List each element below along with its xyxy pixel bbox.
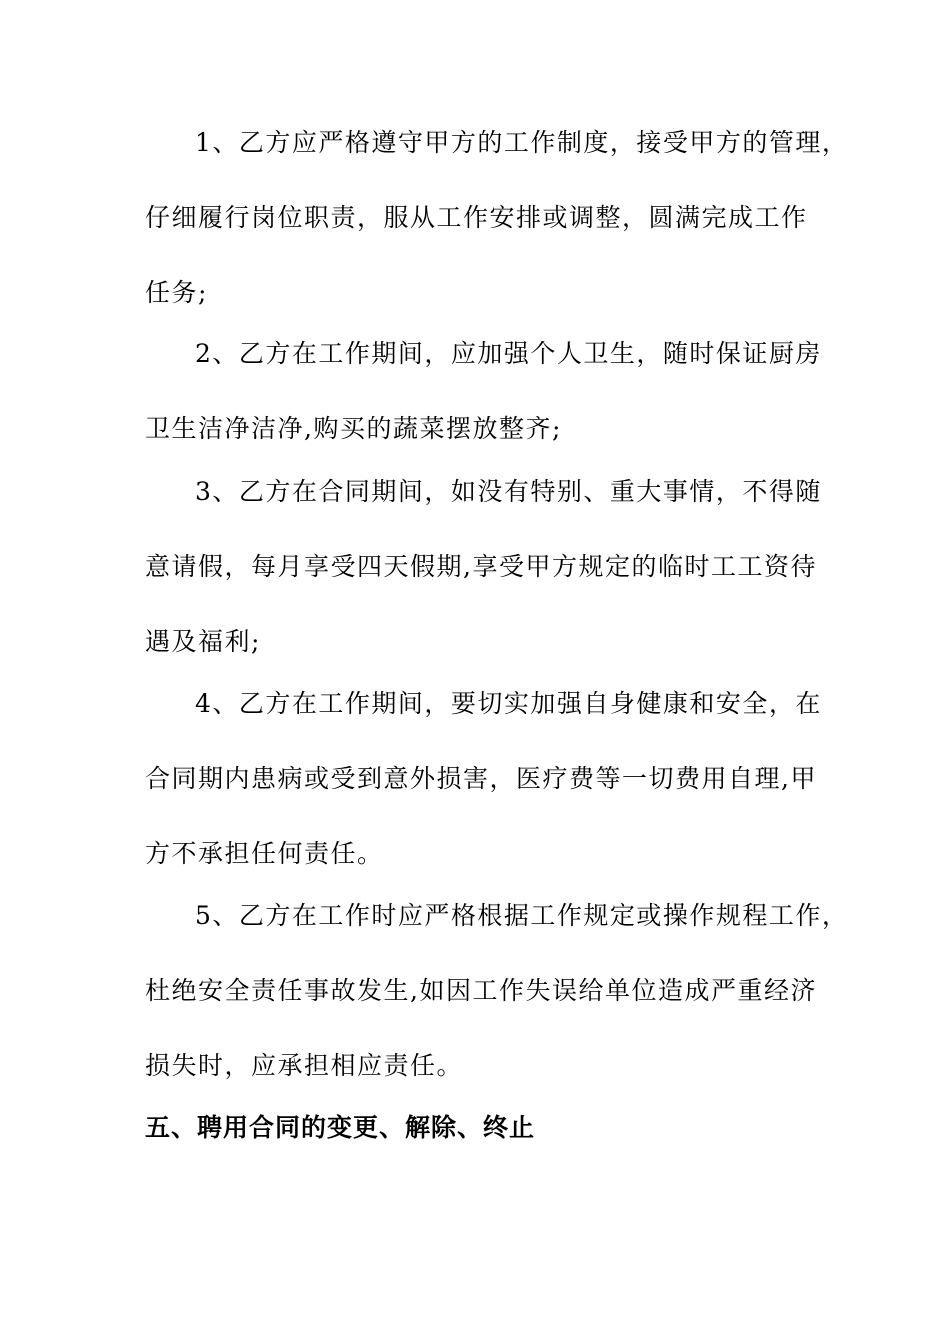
clause-2-line-2: 卫生洁净洁净,购买的蔬菜摆放整齐; (145, 414, 562, 443)
clause-5-line-3: 损失时，应承担相应责任。 (145, 1051, 464, 1080)
clause-3-line-3: 遇及福利; (145, 627, 261, 656)
clause-1-line-2: 仔细履行岗位职责，服从工作安排或调整，圆满完成工作 (145, 203, 808, 232)
clause-2-line-1: 2、乙方在工作期间，应加强个人卫生，随时保证厨房 (195, 339, 822, 368)
clause-4-line-3: 方不承担任何责任。 (145, 839, 384, 868)
clause-1-line-3: 任务; (145, 278, 208, 307)
clause-3-line-2: 意请假，每月享受四天假期,享受甲方规定的临时工工资待 (145, 552, 817, 581)
clause-4-line-1: 4、乙方在工作期间，要切实加强自身健康和安全，在 (195, 689, 822, 718)
clause-5-line-1: 5、乙方在工作时应严格根据工作规定或操作规程工作， (195, 901, 849, 930)
section-heading: 五、聘用合同的变更、解除、终止 (145, 1113, 536, 1142)
clause-1-line-1: 1、乙方应严格遵守甲方的工作制度，接受甲方的管理， (195, 128, 849, 157)
clause-4-line-2: 合同期内患病或受到意外损害，医疗费等一切费用自理,甲 (145, 764, 817, 793)
clause-3-line-1: 3、乙方在合同期间，如没有特别、重大事情，不得随 (195, 477, 822, 506)
clause-5-line-2: 杜绝安全责任事故发生,如因工作失误给单位造成严重经济 (145, 976, 817, 1005)
